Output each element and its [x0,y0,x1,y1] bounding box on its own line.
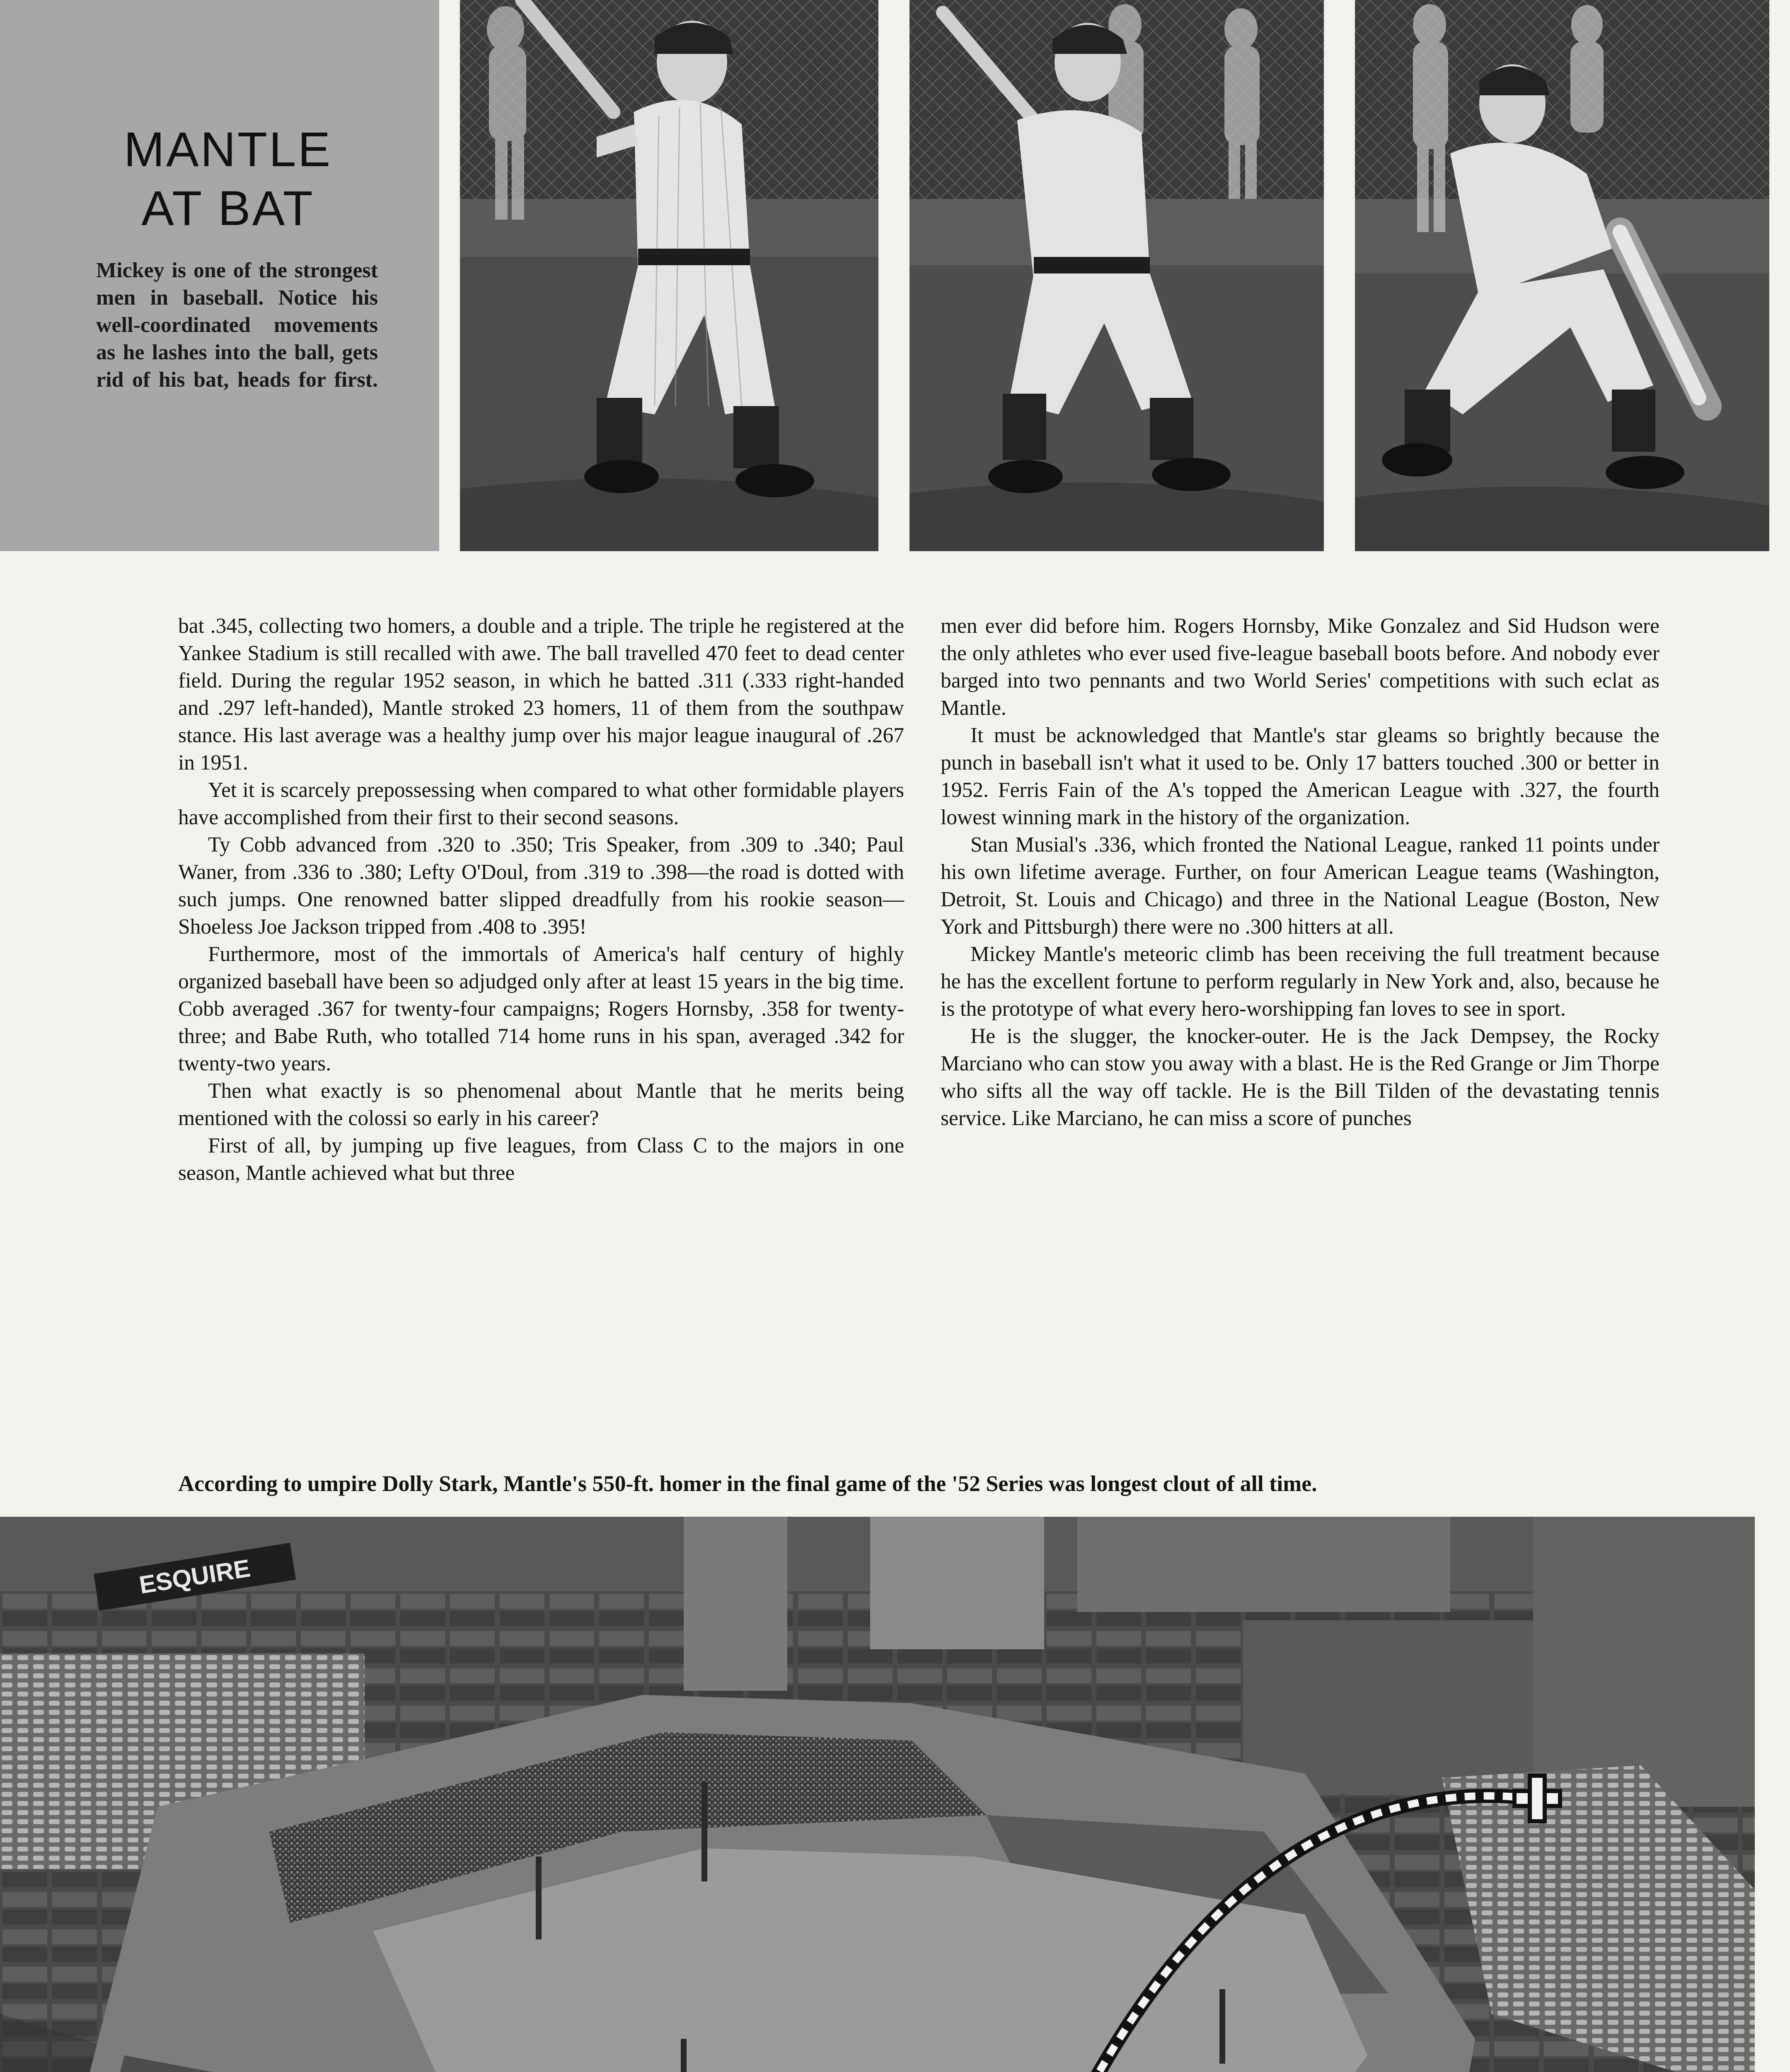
billboard-sign: ESQUIRE [137,1554,252,1599]
article-column-left [178,612,904,1383]
title-panel [0,0,439,551]
batting-photo-swing [910,0,1324,551]
paragraph: Yet it is scarcely prepossessing when compared to what other formidable players have accomplished from their first to their second seasons. [178,778,904,829]
photo-caption: According to umpire Dolly Stark, Mantle's 550-ft. homer in the final game of the '52 Series was longest clout of all time. [178,1471,1317,1496]
headline-line-2: AT BAT [141,181,314,236]
article-column-right [941,612,1659,1383]
paragraph: Mickey Mantle's meteoric climb has been receiving the full treatment because he has the excellent fortune to perform regularly in New York and, also, because he is the prototype of what every hero-worshipping fan loves to see in sport. [941,942,1659,1021]
paragraph: Stan Musial's .336, which fronted the National League, ranked 11 points under his own lifetime average. Further, on four American League teams (Washington, Detroit, St. Louis and Chicago) and three in the National League (Boston, New York and Pittsburgh) there were no .300 hitters at all. [941,833,1659,939]
paragraph: bat .345, collecting two homers, a double and a triple. The triple he registered at the Yankee Stadium is still recalled with awe. The ball travelled 470 feet to dead center field. During the regular 1952 season, in which he batted .311 (.333 right-handed and .297 left-handed), Mantle stroked 23 homers, 11 of them from the southpaw stance. His last average was a healthy jump over his major league inaugural of .267 in 1951. [178,614,904,775]
photo-band [0,0,1790,551]
paragraph: First of all, by jumping up five leagues, from Class C to the majors in one season, Mantle achieved what but three [178,1134,904,1185]
paragraph: Ty Cobb advanced from .320 to .350; Tris Speaker, from .309 to .340; Paul Waner, from .336 to .380; Lefty O'Doul, from .319 to .398—the road is dotted with such jumps. One renowned batter slipped dreadfully from his rookie season—Shoeless Joe Jackson tripped from .408 to .395! [178,833,904,939]
headline [62,120,394,238]
batting-photo-stance [460,0,878,551]
intro-blurb: Mickey is one of the strongest men in baseball. Notice his well-coordinated movements as he lashes into the ball, gets rid of his bat, heads for first. [96,259,378,392]
paragraph: Furthermore, most of the immortals of America's half century of highly organized baseball have been so adjudged only after at least 15 years in the big time. Cobb averaged .367 for twenty-four campaigns; Rogers Hornsby, .358 for twenty-three; and Babe Ruth, who totalled 714 home runs in his span, averaged .342 for twenty-two years. [178,942,904,1075]
paragraph: He is the slugger, the knocker-outer. He is the Jack Dempsey, the Rocky Marciano who can stow you away with a blast. He is the Red Grange or Jim Thorpe who sifts all the way off tackle. He is the Bill Tilden of the devastating tennis service. Like Marciano, he can miss a score of punches [941,1024,1659,1130]
aerial-stadium-photo [0,1517,1755,2072]
paragraph: Then what exactly is so phenomenal about Mantle that he merits being mentioned with the colossi so early in his career? [178,1079,904,1130]
batting-photo-follow-through [1355,0,1769,551]
paragraph: It must be acknowledged that Mantle's star gleams so brightly because the punch in baseball isn't what it used to be. Only 17 batters touched .300 or better in 1952. Ferris Fain of the A's topped the American League with .327, the fourth lowest winning mark in the history of the organization. [941,724,1659,829]
headline-line-1: MANTLE [123,122,332,177]
paragraph: men ever did before him. Rogers Hornsby, Mike Gonzalez and Sid Hudson were the only athletes who ever used five-league baseball boots before. And nobody ever barged into two pennants and two World Series' competitions with such eclat as Mantle. [941,614,1659,720]
